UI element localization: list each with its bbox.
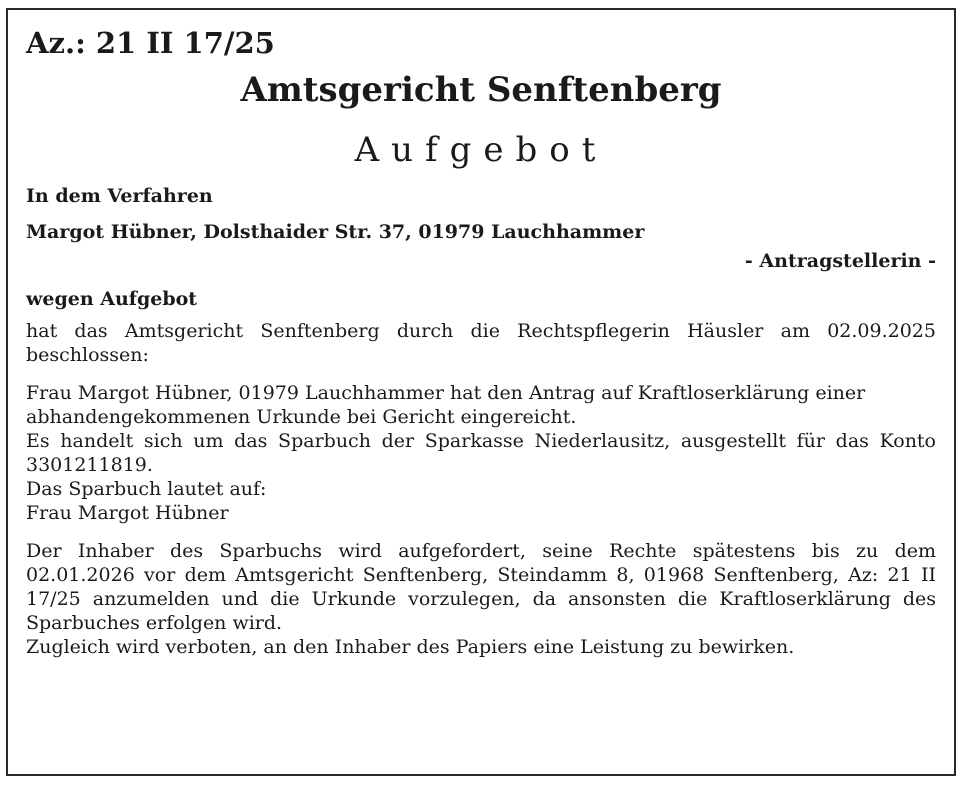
paragraph-1-b: Es handelt sich um das Sparbuch der Sparkasse Niederlausitz, ausgestellt für das Konto 3301211819.	[26, 430, 936, 476]
decision-text: hat das Amtsgericht Senftenberg durch die Rechtspflegerin Häusler am 02.09.2025 beschlossen:	[26, 320, 936, 366]
subject-line: wegen Aufgebot	[26, 288, 198, 310]
paragraph-1-c: Das Sparbuch lautet auf:	[26, 478, 267, 500]
notice-title: Aufgebot	[354, 130, 608, 170]
proceeding-label: In dem Verfahren	[26, 185, 213, 207]
applicant-role: - Antragstellerin -	[744, 250, 936, 272]
case-number: Az.: 21 II 17/25	[26, 26, 275, 60]
paragraph-2-b: Zugleich wird verboten, an den Inhaber des Papiers eine Leistung zu bewirken.	[26, 636, 795, 658]
paragraph-2-a: Der Inhaber des Sparbuchs wird aufgefordert, seine Rechte spätestens bis zu dem 02.01.2026 vor dem Amtsgericht Senftenberg, Steindamm 8, 01968 Senftenberg, Az: 21 II 17/25 anzumelden und die Urkunde vorzulegen, da ansonsten die Kraftloserklärung des Sparbuches erfolgen wird.	[26, 540, 936, 634]
paragraph-1-a: Frau Margot Hübner, 01979 Lauchhammer hat den Antrag auf Kraftloserklärung einer abhandengekommenen Urkunde bei Gericht eingereicht.	[26, 382, 866, 428]
notice-frame	[6, 8, 956, 776]
applicant-line: Margot Hübner, Dolsthaider Str. 37, 01979 Lauchhammer	[26, 221, 645, 243]
court-name: Amtsgericht Senftenberg	[240, 70, 722, 110]
paragraph-1-d: Frau Margot Hübner	[26, 502, 229, 524]
notice-content	[26, 26, 936, 659]
